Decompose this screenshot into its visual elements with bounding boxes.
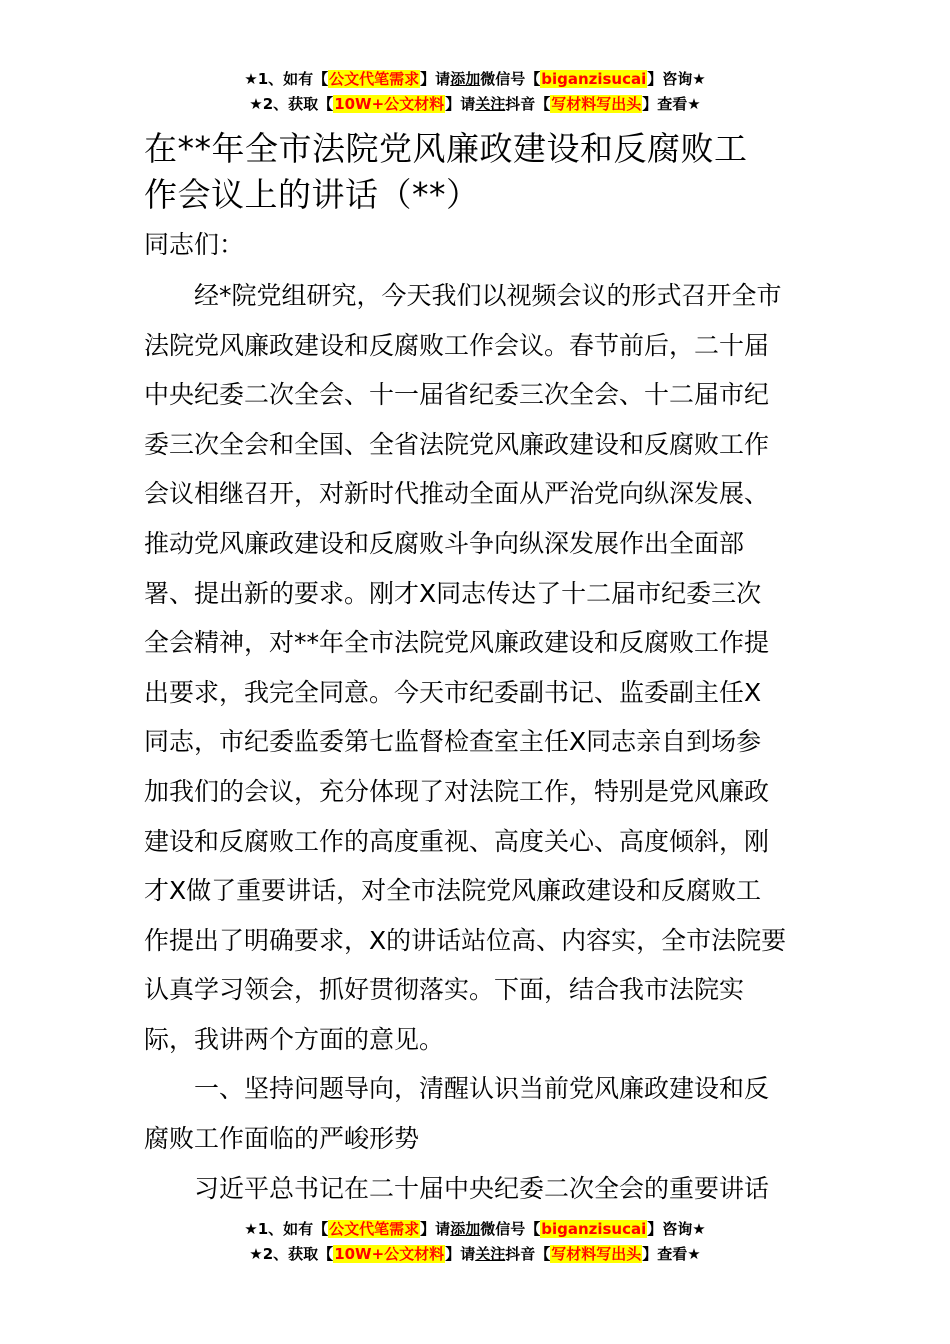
promo-highlight: 10W+公文材料 — [334, 95, 445, 113]
promo-underlined-text: 关注 — [475, 95, 506, 113]
promo-text: ★1、如有【 — [244, 70, 329, 88]
heading-line: 腐败工作面临的严峻形势 — [144, 1123, 420, 1153]
promo-douyin-id: 写材料写出头 — [551, 95, 642, 113]
promo-douyin-id: 写材料写出头 — [551, 1245, 642, 1263]
promo-text: 】查看★ — [642, 95, 701, 113]
salutation: 同志们： — [144, 230, 245, 259]
heading-line: 一、坚持问题导向，清醒认识当前党风廉政建设和反 — [194, 1074, 770, 1103]
text-line: 委三次全会和全国、全省法院党风廉政建设和反腐败工作 — [144, 429, 770, 459]
text-line: 加我们的会议，充分体现了对法院工作，特别是党风廉政 — [144, 776, 770, 806]
promo-text: 】查看★ — [642, 1245, 701, 1263]
paragraph-intro — [144, 271, 809, 1065]
promo-text: 】咨询★ — [647, 1220, 706, 1238]
text-line: 中央纪委二次全会、十一届省纪委三次全会、十二届市纪 — [144, 380, 770, 410]
promo-line-1 — [0, 1217, 950, 1242]
text-line: 同志，市纪委监委第七监督检查室主任X同志亲自到场参 — [144, 727, 762, 757]
promo-text: ★1、如有【 — [244, 1220, 329, 1238]
promo-highlight: 公文代笔需求 — [329, 1220, 420, 1238]
section-heading-1 — [144, 1064, 809, 1163]
promo-highlight: 10W+公文材料 — [334, 1245, 445, 1263]
text-line: 署、提出新的要求。刚才X同志传达了十二届市纪委三次 — [144, 578, 762, 608]
text-line: 法院党风廉政建设和反腐败工作会议。春节前后，二十届 — [144, 330, 770, 360]
text-line: 才X做了重要讲话，对全市法院党风廉政建设和反腐败工 — [144, 876, 762, 906]
promo-text: 】请 — [445, 1245, 476, 1263]
promo-highlight: 公文代笔需求 — [329, 70, 420, 88]
promo-underlined-text: 关注 — [475, 1245, 506, 1263]
promo-text: 】请 — [420, 1220, 451, 1238]
promo-text: 微信号【 — [480, 1220, 541, 1238]
promo-text: 】请 — [445, 95, 476, 113]
title-line: 作会议上的讲话（**） — [144, 175, 480, 214]
promo-text: ★2、获取【 — [249, 95, 334, 113]
promo-line-2 — [0, 92, 950, 117]
promo-text: 抖音【 — [505, 1245, 551, 1263]
promo-underlined-text: 添加 — [450, 70, 481, 88]
promo-text: 】请 — [420, 70, 451, 88]
promo-text: 】咨询★ — [647, 70, 706, 88]
text-line: 作提出了明确要求，X的讲话站位高、内容实，全市法院要 — [144, 925, 787, 955]
text-line: 经*院党组研究，今天我们以视频会议的形式召开全市 — [194, 281, 782, 310]
title-line: 在**年全市法院党风廉政建设和反腐败工 — [144, 129, 748, 168]
text-line: 出要求，我完全同意。今天市纪委副书记、监委副主任X — [144, 677, 762, 707]
text-line: 建设和反腐败工作的高度重视、高度关心、高度倾斜，刚 — [144, 826, 770, 856]
paragraph-section-1 — [144, 1164, 809, 1214]
promo-underlined-text: 添加 — [450, 1220, 481, 1238]
promo-text: 抖音【 — [505, 95, 551, 113]
footer-promo-banner — [0, 1217, 950, 1267]
header-promo-banner — [0, 67, 950, 117]
promo-wechat-id: biganzisucai — [541, 70, 647, 88]
promo-text: ★2、获取【 — [249, 1245, 334, 1263]
promo-line-1 — [0, 67, 950, 92]
text-line: 习近平总书记在二十届中央纪委二次全会的重要讲话 — [194, 1174, 770, 1203]
promo-text: 微信号【 — [480, 70, 541, 88]
text-line: 会议相继召开，对新时代推动全面从严治党向纵深发展、 — [144, 479, 770, 509]
text-line: 全会精神，对**年全市法院党风廉政建设和反腐败工作提 — [144, 628, 770, 658]
text-line: 认真学习领会，抓好贯彻落实。下面，结合我市法院实 — [144, 975, 745, 1005]
promo-line-2 — [0, 1242, 950, 1267]
text-line: 推动党风廉政建设和反腐败斗争向纵深发展作出全面部 — [144, 528, 745, 558]
text-line: 际，我讲两个方面的意见。 — [144, 1024, 445, 1054]
document-title — [144, 126, 809, 218]
promo-wechat-id: biganzisucai — [541, 1220, 647, 1238]
